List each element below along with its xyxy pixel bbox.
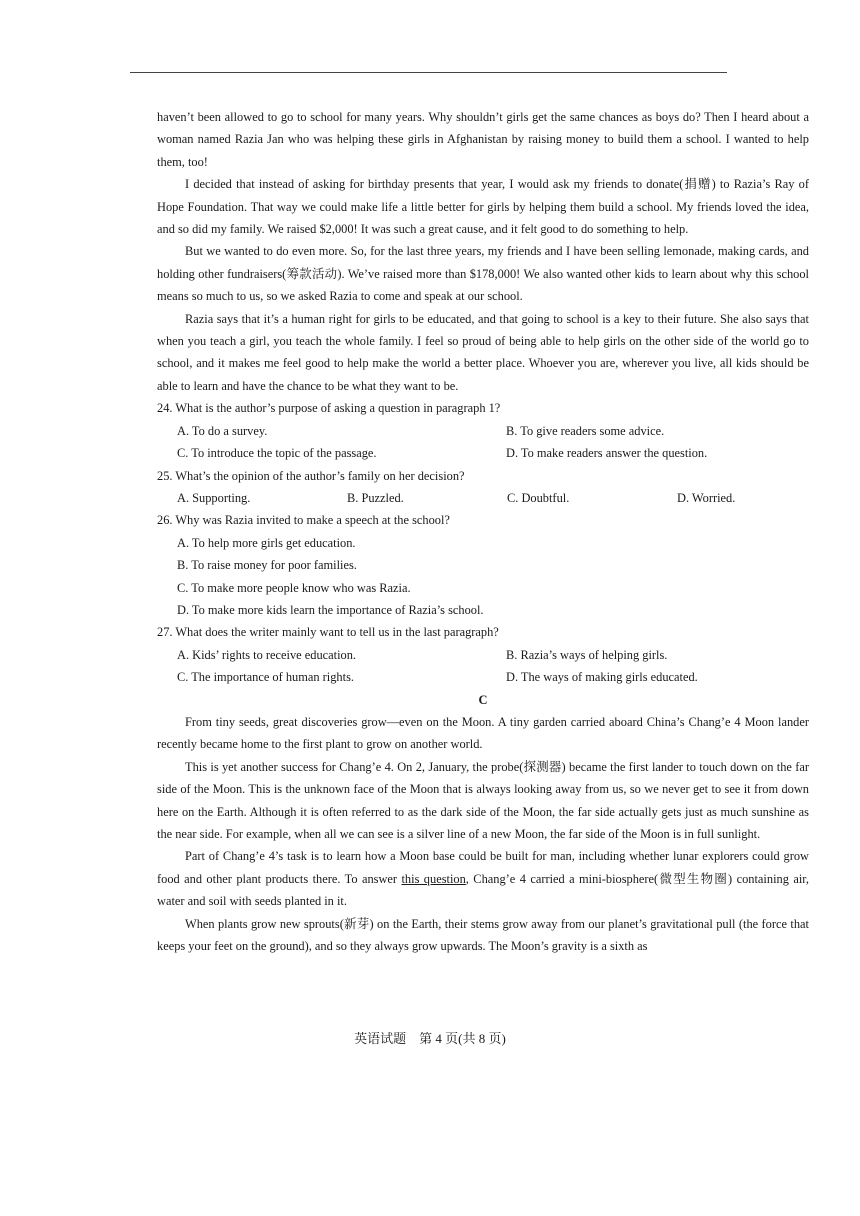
paragraph-text: , Chang’e 4 carried a mini-biosphere(微型生物圈) containing air, water and soil with seeds planted in it. — [157, 871, 809, 909]
question-stem: 24. What is the author’s purpose of asking a question in paragraph 1? — [157, 401, 501, 416]
options — [157, 420, 809, 465]
question-27 — [157, 621, 809, 688]
underlined-phrase: this question — [401, 871, 466, 886]
options — [157, 532, 809, 622]
page-content — [157, 106, 809, 957]
passage-b-paragraph-2: I decided that instead of asking for birthday presents that year, I would ask my friends to donate(捐赠) to Razia’s Ray of Hope Foundation. That way we could make life a little better for girls by helping them build a school. My friends loved the idea, and so did my family. We raised $2,000! It was such a great cause, and it felt good to do something to help. — [157, 177, 809, 237]
question-24 — [157, 397, 809, 464]
section-heading: C — [478, 692, 488, 707]
option-d: D. To make more kids learn the importance of Razia’s school. — [177, 602, 484, 617]
option-d: D. The ways of making girls educated. — [506, 670, 698, 685]
option-c: C. Doubtful. — [507, 490, 570, 505]
option-d: D. To make readers answer the question. — [506, 446, 708, 461]
option-b: B. To raise money for poor families. — [177, 558, 357, 573]
passage-c-paragraph-3 — [157, 845, 809, 912]
option-b: B. To give readers some advice. — [506, 423, 665, 438]
question-stem: 27. What does the writer mainly want to tell us in the last paragraph? — [157, 625, 499, 640]
passage-c-paragraph-4: When plants grow new sprouts(新芽) on the Earth, their stems grow away from our planet’s gravitational pull (the force that keeps your feet on the ground), and so they always grow upwards. The Moon’s gravity is a sixth as — [157, 916, 809, 954]
option-c: C. To introduce the topic of the passage. — [177, 446, 377, 461]
option-c: C. The importance of human rights. — [177, 670, 354, 685]
passage-c-paragraph-1: From tiny seeds, great discoveries grow—even on the Moon. A tiny garden carried aboard China’s Chang’e 4 Moon lander recently became home to the first plant to grow on another world. — [157, 714, 809, 752]
header-rule — [130, 72, 727, 73]
option-a: A. Supporting. — [177, 490, 251, 505]
option-b: B. Razia’s ways of helping girls. — [506, 647, 668, 662]
passage-b-paragraph-3: But we wanted to do even more. So, for the last three years, my friends and I have been selling lemonade, making cards, and holding other fundraisers(筹款活动). We’ve raised more than $178,000! We also wanted other kids to learn about why this school means so much to us, so we asked Razia to come and speak at our school. — [157, 244, 809, 304]
option-a: A. To help more girls get education. — [177, 535, 356, 550]
option-a: A. Kids’ rights to receive education. — [177, 647, 357, 662]
option-c: C. To make more people know who was Razia. — [177, 580, 411, 595]
option-b: B. Puzzled. — [347, 490, 404, 505]
option-d: D. Worried. — [677, 490, 736, 505]
question-25 — [157, 465, 809, 510]
question-26 — [157, 509, 809, 621]
paragraph-text: Part of Chang’e 4’s task is to learn how a Moon base could be built for man, including whether lunar explorers could grow food and other plant products there. To answer — [157, 849, 809, 886]
question-stem: 26. Why was Razia invited to make a speech at the school? — [157, 513, 450, 528]
passage-b-paragraph-1: haven’t been allowed to go to school for many years. Why shouldn’t girls get the same chances as boys do? Then I heard about a woman named Razia Jan who was helping these girls in Afghanistan by raising money to build them a school. I wanted to help them, too! — [157, 110, 809, 169]
options — [157, 644, 809, 689]
question-stem: 25. What’s the opinion of the author’s family on her decision? — [157, 468, 465, 483]
passage-b-paragraph-4: Razia says that it’s a human right for girls to be educated, and that going to school is a key to their future. She also says that when you teach a girl, you teach the whole family. I feel so proud of being able to help girls on the other side of the world go to school, and it makes me feel good to help make the world a better place. Whoever you are, wherever you live, all kids should be able to learn and have the chance to be what they want to be. — [157, 311, 809, 393]
page-footer: 英语试题 第 4 页(共 8 页) — [354, 1031, 506, 1046]
option-a: A. To do a survey. — [177, 423, 268, 438]
passage-c-paragraph-2: This is yet another success for Chang’e 4. On 2, January, the probe(探测器) became the first lander to touch down on the far side of the Moon. This is the unknown face of the Moon that is always looking away from us, so we never get to see it from down here on the Earth. Although it is often referred to as the dark side of the Moon, the far side actually gets just as much sunshine as the near side. For example, when all we can see is a silver line of a new Moon, the far side of the Moon is in full sunlight. — [157, 759, 809, 841]
options — [157, 487, 809, 509]
